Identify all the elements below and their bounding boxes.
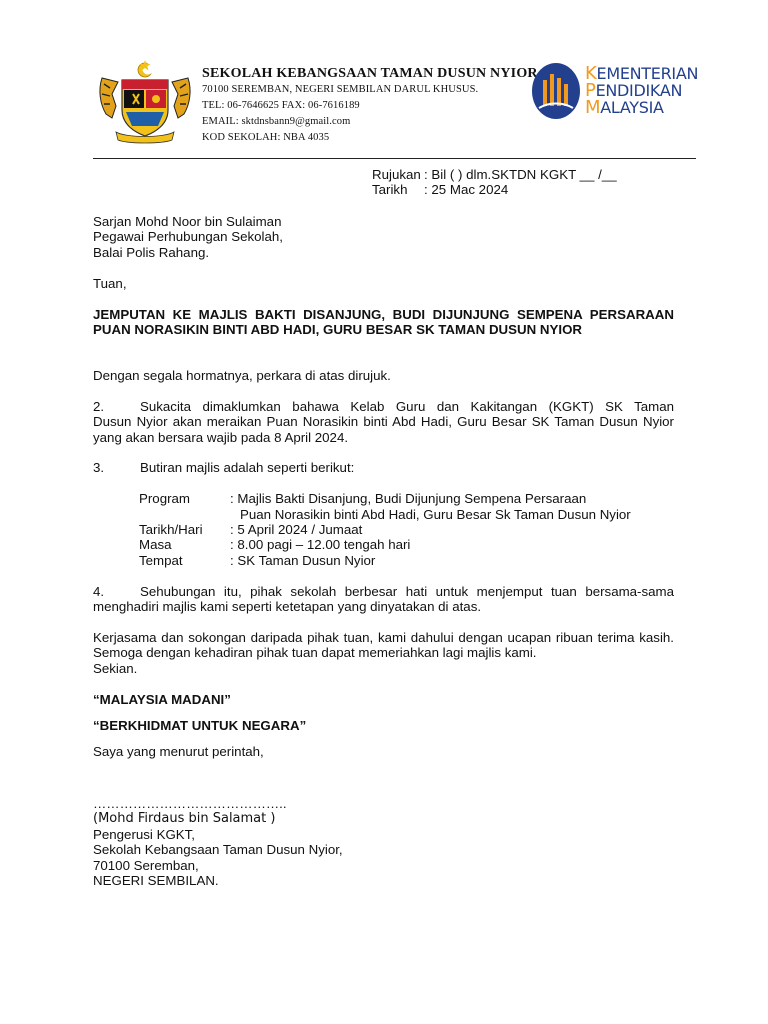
detail-program-label: Program — [139, 491, 190, 506]
school-address: 70100 SEREMBAN, NEGERI SEMBILAN DARUL KHUSUS. — [202, 84, 479, 95]
paragraph-5-text: Kerjasama dan sokongan daripada pihak tuan, kami dahului dengan ucapan ribuan terima kasih. Semoga dengan kehadiran pihak tuan dapat memeriahkan lagi majlis kami. — [93, 630, 674, 661]
detail-program — [139, 491, 586, 506]
paragraph-4-continuation: menghadiri majlis kami seperti ketetapan yang dinyatakan di atas. — [93, 599, 482, 615]
signatory-state: NEGERI SEMBILAN. — [93, 873, 219, 889]
recipient-position: Pegawai Perhubungan Sekolah, — [93, 229, 283, 245]
detail-tarikh-hari-value: : 5 April 2024 / Jumaat — [230, 522, 363, 537]
signatory-title: Pengerusi KGKT, — [93, 827, 195, 842]
detail-masa-value: : 8.00 pagi – 12.00 tengah hari — [230, 537, 411, 552]
signatory-city: 70100 Seremban, — [93, 857, 199, 873]
school-phone-fax: TEL: 06-7646625 FAX: 06-7616189 — [202, 100, 360, 111]
letter-subject: JEMPUTAN KE MAJLIS BAKTI DISANJUNG, BUDI DIJUNJUNG SEMPENA PERSARAAN PUAN NORASIKIN BINTI ABD HADI, GURU BESAR SK TAMAN DUSUN NYIOR — [93, 307, 674, 338]
kpm-logo-icon — [531, 62, 581, 120]
detail-tarikh-hari — [139, 522, 362, 537]
signature-block — [93, 827, 343, 889]
recipient-address — [93, 214, 283, 260]
tarikh-value: : 25 Mac 2024 — [424, 182, 509, 198]
signature-dots: …………………………………….. — [93, 796, 287, 811]
paragraph-3-number: 3. — [93, 460, 105, 475]
detail-masa — [139, 537, 410, 552]
closing-sekian: Sekian. — [93, 660, 138, 676]
paragraph-4 — [93, 584, 674, 615]
rujukan-value: : Bil ( ) dlm.SKTDN KGKT __ /__ — [424, 167, 617, 182]
school-code: KOD SEKOLAH: NBA 4035 — [202, 132, 330, 143]
sign-off: Saya yang menurut perintah, — [93, 744, 264, 759]
paragraph-2-continuation: Dusun Nyior akan meraikan Puan Norasikin binti Abd Hadi, Guru Besar SK Taman Dusun Nyior yang akan bersara wajib pada 8 April 2024. — [93, 414, 674, 445]
detail-tarikh-hari-label: Tarikh/Hari — [139, 522, 203, 537]
state-crest-icon — [96, 60, 194, 144]
detail-tempat-label: Tempat — [139, 553, 183, 568]
reference-block — [372, 167, 617, 198]
paragraph-4-first-line: Sehubungan itu, pihak sekolah berbesar hati untuk menjemput tuan bersama-sama — [140, 584, 674, 599]
paragraph-3 — [93, 460, 354, 475]
paragraph-2-first-line: Sukacita dimaklumkan bahawa Kelab Guru dan Kakitangan (KGKT) SK Taman — [140, 399, 674, 414]
signatory-name: (Mohd Firdaus bin Salamat ) — [93, 811, 276, 826]
recipient-station: Balai Polis Rahang. — [93, 244, 210, 260]
detail-program-value: : Majlis Bakti Disanjung, Budi Dijunjung Sempena Persaraan — [230, 491, 587, 506]
rujukan-label: Rujukan — [372, 167, 421, 182]
tarikh-label: Tarikh — [372, 182, 408, 198]
rujukan-line — [372, 167, 617, 182]
salutation: Tuan, — [93, 276, 127, 291]
paragraph-2-number: 2. — [93, 399, 105, 414]
school-email: EMAIL: sktdnsbann9@gmail.com — [202, 116, 351, 127]
detail-tempat-value: : SK Taman Dusun Nyior — [230, 553, 376, 568]
detail-program-line2: Puan Norasikin binti Abd Hadi, Guru Besar Sk Taman Dusun Nyior — [240, 507, 631, 522]
motto-malaysia-madani: “MALAYSIA MADANI” — [93, 692, 231, 707]
paragraph-5 — [93, 630, 674, 676]
detail-masa-label: Masa — [139, 537, 172, 552]
kpm-line-3: MALAYSIA — [585, 97, 664, 118]
kpm-line-2: PENDIDIKAN — [585, 80, 683, 101]
paragraph-2 — [93, 399, 674, 445]
kpm-line-1: KEMENTERIAN — [585, 63, 699, 84]
detail-tempat — [139, 553, 375, 568]
paragraph-3-text: Butiran majlis adalah seperti berikut: — [140, 460, 355, 475]
paragraph-1: Dengan segala hormatnya, perkara di atas dirujuk. — [93, 368, 391, 383]
paragraph-4-number: 4. — [93, 584, 105, 599]
signatory-organisation: Sekolah Kebangsaan Taman Dusun Nyior, — [93, 842, 343, 858]
school-name: SEKOLAH KEBANGSAAN TAMAN DUSUN NYIOR — [202, 66, 538, 81]
recipient-name: Sarjan Mohd Noor bin Sulaiman — [93, 214, 282, 229]
letterhead-divider — [93, 158, 696, 159]
motto-berkhidmat: “BERKHIDMAT UNTUK NEGARA” — [93, 718, 307, 733]
tarikh-line — [372, 182, 617, 197]
